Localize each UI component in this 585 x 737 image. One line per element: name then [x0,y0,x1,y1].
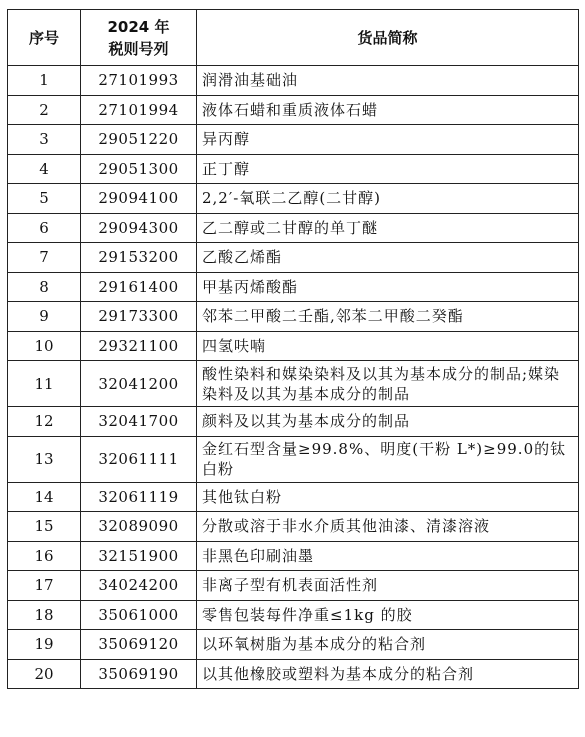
row-no: 11 [8,361,81,407]
row-name: 乙二醇或二甘醇的单丁醚 [197,213,579,243]
table-row [8,659,579,689]
row-code: 29051300 [81,154,197,184]
row-code: 29173300 [81,302,197,332]
header-code [81,10,197,66]
row-no: 1 [8,66,81,96]
row-code: 32089090 [81,512,197,542]
row-code: 35061000 [81,600,197,630]
row-no: 2 [8,95,81,125]
row-no: 3 [8,125,81,155]
row-no: 6 [8,213,81,243]
row-no: 8 [8,272,81,302]
table-header-row [8,10,579,66]
row-no: 7 [8,243,81,273]
table-row [8,184,579,214]
table-row [8,482,579,512]
table-row [8,243,579,273]
row-name: 润滑油基础油 [197,66,579,96]
row-no: 20 [8,659,81,689]
row-no: 5 [8,184,81,214]
row-code: 27101994 [81,95,197,125]
row-name: 邻苯二甲酸二壬酯,邻苯二甲酸二癸酯 [197,302,579,332]
row-no: 18 [8,600,81,630]
row-code: 29094300 [81,213,197,243]
table-row [8,630,579,660]
row-name: 液体石蜡和重质液体石蜡 [197,95,579,125]
row-name: 异丙醇 [197,125,579,155]
row-code: 27101993 [81,66,197,96]
table-row [8,213,579,243]
row-name: 其他钛白粉 [197,482,579,512]
table-row [8,361,579,407]
row-code: 29153200 [81,243,197,273]
row-no: 19 [8,630,81,660]
table-row [8,95,579,125]
header-name: 货品简称 [197,10,579,66]
table-row [8,600,579,630]
table-row [8,436,579,482]
row-code: 29321100 [81,331,197,361]
row-no: 17 [8,571,81,601]
row-no: 15 [8,512,81,542]
row-code: 32061111 [81,436,197,482]
row-name: 2,2′-氧联二乙醇(二甘醇) [197,184,579,214]
header-no: 序号 [8,10,81,66]
row-code: 29094100 [81,184,197,214]
row-no: 12 [8,407,81,437]
header-code-line1: 2024 年 [107,17,170,36]
row-name: 四氢呋喃 [197,331,579,361]
row-no: 10 [8,331,81,361]
row-no: 14 [8,482,81,512]
table-row [8,125,579,155]
row-no: 16 [8,541,81,571]
row-name: 分散或溶于非水介质其他油漆、清漆溶液 [197,512,579,542]
row-name: 非离子型有机表面活性剂 [197,571,579,601]
row-no: 13 [8,436,81,482]
row-code: 32041200 [81,361,197,407]
row-name: 乙酸乙烯酯 [197,243,579,273]
table-row [8,154,579,184]
row-name: 酸性染料和媒染染料及以其为基本成分的制品;媒染染料及以其为基本成分的制品 [197,361,579,407]
row-code: 32061119 [81,482,197,512]
row-code: 34024200 [81,571,197,601]
table-row [8,541,579,571]
table-row [8,302,579,332]
row-name: 以环氧树脂为基本成分的粘合剂 [197,630,579,660]
table-row [8,66,579,96]
header-code-line2: 税则号列 [108,39,169,58]
row-code: 29051220 [81,125,197,155]
row-code: 29161400 [81,272,197,302]
row-code: 32151900 [81,541,197,571]
tariff-table [7,9,579,689]
row-name: 正丁醇 [197,154,579,184]
row-name: 零售包装每件净重≤1kg 的胶 [197,600,579,630]
row-name: 金红石型含量≥99.8%、明度(干粉 L*)≥99.0的钛白粉 [197,436,579,482]
row-code: 35069120 [81,630,197,660]
table-row [8,331,579,361]
row-code: 35069190 [81,659,197,689]
row-name: 甲基丙烯酸酯 [197,272,579,302]
row-name: 非黑色印刷油墨 [197,541,579,571]
row-no: 9 [8,302,81,332]
table-row [8,571,579,601]
table-row [8,272,579,302]
table-row [8,512,579,542]
table-row [8,407,579,437]
row-code: 32041700 [81,407,197,437]
row-no: 4 [8,154,81,184]
row-name: 颜料及以其为基本成分的制品 [197,407,579,437]
row-name: 以其他橡胶或塑料为基本成分的粘合剂 [197,659,579,689]
